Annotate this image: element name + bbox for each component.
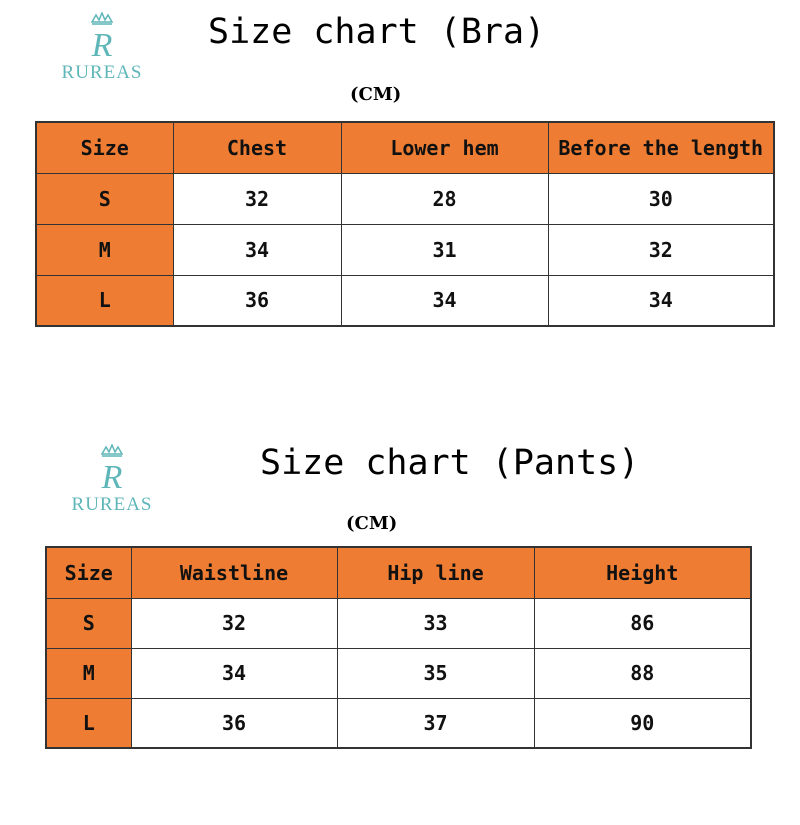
value-cell: 36 xyxy=(131,698,337,748)
value-cell: 32 xyxy=(548,224,774,275)
table-header-row xyxy=(46,547,751,598)
header-cell: Hip line xyxy=(337,547,534,598)
value-cell: 31 xyxy=(341,224,548,275)
size-cell: M xyxy=(46,648,131,698)
value-cell: 32 xyxy=(131,598,337,648)
bra-unit: (CM) xyxy=(350,84,402,105)
pants-unit: (CM) xyxy=(346,513,398,534)
table-row xyxy=(46,648,751,698)
header-cell: Waistline xyxy=(131,547,337,598)
pants-title: Size chart (Pants) xyxy=(260,443,640,483)
table-row xyxy=(36,224,774,275)
brand-logo xyxy=(52,12,152,82)
size-cell: L xyxy=(46,698,131,748)
value-cell: 37 xyxy=(337,698,534,748)
value-cell: 34 xyxy=(131,648,337,698)
table-row xyxy=(46,598,751,648)
value-cell: 34 xyxy=(341,275,548,326)
size-cell: L xyxy=(36,275,173,326)
header-cell: Size xyxy=(46,547,131,598)
header-cell: Before the length xyxy=(548,122,774,173)
brand-name: RUREAS xyxy=(71,494,153,515)
value-cell: 32 xyxy=(173,173,341,224)
header-cell: Lower hem xyxy=(341,122,548,173)
header-cell: Height xyxy=(534,547,751,598)
value-cell: 33 xyxy=(337,598,534,648)
value-cell: 34 xyxy=(548,275,774,326)
header-cell: Size xyxy=(36,122,173,173)
size-cell: M xyxy=(36,224,173,275)
table-row xyxy=(46,698,751,748)
value-cell: 36 xyxy=(173,275,341,326)
crown-r-icon xyxy=(92,444,132,494)
bra-size-table xyxy=(35,121,775,327)
crown-r-icon xyxy=(82,12,122,62)
value-cell: 30 xyxy=(548,173,774,224)
value-cell: 35 xyxy=(337,648,534,698)
pants-size-table xyxy=(45,546,752,749)
size-cell: S xyxy=(46,598,131,648)
brand-name: RUREAS xyxy=(61,62,143,83)
table-row xyxy=(36,275,774,326)
size-cell: S xyxy=(36,173,173,224)
logo-letter: R xyxy=(91,27,113,62)
value-cell: 34 xyxy=(173,224,341,275)
bra-title: Size chart (Bra) xyxy=(208,12,546,52)
value-cell: 90 xyxy=(534,698,751,748)
value-cell: 86 xyxy=(534,598,751,648)
logo-letter: R xyxy=(101,459,123,494)
table-header-row xyxy=(36,122,774,173)
value-cell: 28 xyxy=(341,173,548,224)
value-cell: 88 xyxy=(534,648,751,698)
table-row xyxy=(36,173,774,224)
brand-logo xyxy=(62,444,162,514)
header-cell: Chest xyxy=(173,122,341,173)
